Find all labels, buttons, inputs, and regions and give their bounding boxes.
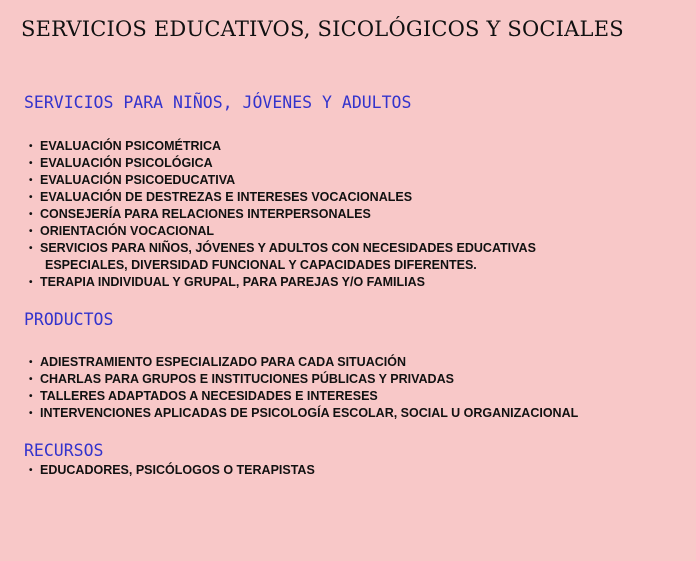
resources-item-text: EDUCADORES, PSICÓLOGOS O TERAPISTAS xyxy=(40,463,315,477)
list-item xyxy=(29,206,536,223)
bullet-icon: • xyxy=(29,391,33,402)
bullet-icon: • xyxy=(29,277,33,288)
list-item xyxy=(29,189,536,206)
list-item xyxy=(29,371,578,388)
bullet-icon: • xyxy=(29,192,33,203)
services-item-text: EVALUACIÓN PSICOEDUCATIVA xyxy=(40,173,236,187)
list-item xyxy=(29,274,536,291)
bullet-icon: • xyxy=(29,141,33,152)
list-item xyxy=(29,172,536,189)
bullet-icon: • xyxy=(29,226,33,237)
products-item-text: CHARLAS PARA GRUPOS E INSTITUCIONES PÚBLICAS Y PRIVADAS xyxy=(40,372,454,386)
bullet-icon: • xyxy=(29,465,33,476)
list-item xyxy=(29,138,536,155)
bullet-icon: • xyxy=(29,243,33,254)
services-heading: SERVICIOS PARA NIÑOS, JÓVENES Y ADULTOS xyxy=(24,93,412,112)
products-item-text: ADIESTRAMIENTO ESPECIALIZADO PARA CADA SITUACIÓN xyxy=(40,355,406,369)
page-title: SERVICIOS EDUCATIVOS, SICOLÓGICOS Y SOCIALES xyxy=(21,17,624,41)
products-heading: PRODUCTOS xyxy=(24,310,114,329)
list-item xyxy=(29,405,578,422)
list-item xyxy=(29,223,536,240)
bullet-icon: • xyxy=(29,175,33,186)
services-list xyxy=(29,138,536,291)
bullet-icon: • xyxy=(29,209,33,220)
list-item xyxy=(29,462,315,479)
bullet-icon: • xyxy=(29,158,33,169)
list-item xyxy=(29,240,536,274)
products-item-text: INTERVENCIONES APLICADAS DE PSICOLOGÍA ESCOLAR, SOCIAL U ORGANIZACIONAL xyxy=(40,406,579,420)
services-item-text: EVALUACIÓN PSICOLÓGICA xyxy=(40,156,213,170)
bullet-icon: • xyxy=(29,408,33,419)
services-item-text: CONSEJERÍA PARA RELACIONES INTERPERSONALES xyxy=(40,207,371,221)
bullet-icon: • xyxy=(29,357,33,368)
bullet-icon: • xyxy=(29,374,33,385)
services-item-text: TERAPIA INDIVIDUAL Y GRUPAL, PARA PAREJAS Y/O FAMILIAS xyxy=(40,275,426,289)
list-item xyxy=(29,388,578,405)
services-item-text-line-2: ESPECIALES, DIVERSIDAD FUNCIONAL Y CAPACIDADES DIFERENTES. xyxy=(45,258,477,272)
products-list xyxy=(29,354,578,422)
list-item xyxy=(29,155,536,172)
resources-list xyxy=(29,462,315,479)
services-item-text-line-1: SERVICIOS PARA NIÑOS, JÓVENES Y ADULTOS CON NECESIDADES EDUCATIVAS xyxy=(40,241,536,255)
resources-heading: RECURSOS xyxy=(24,441,104,460)
services-item-text: ORIENTACIÓN VOCACIONAL xyxy=(40,224,215,238)
services-item-text: EVALUACIÓN DE DESTREZAS E INTERESES VOCACIONALES xyxy=(40,190,413,204)
products-item-text: TALLERES ADAPTADOS A NECESIDADES E INTERESES xyxy=(40,389,378,403)
services-item-text: EVALUACIÓN PSICOMÉTRICA xyxy=(40,139,222,153)
list-item xyxy=(29,354,578,371)
